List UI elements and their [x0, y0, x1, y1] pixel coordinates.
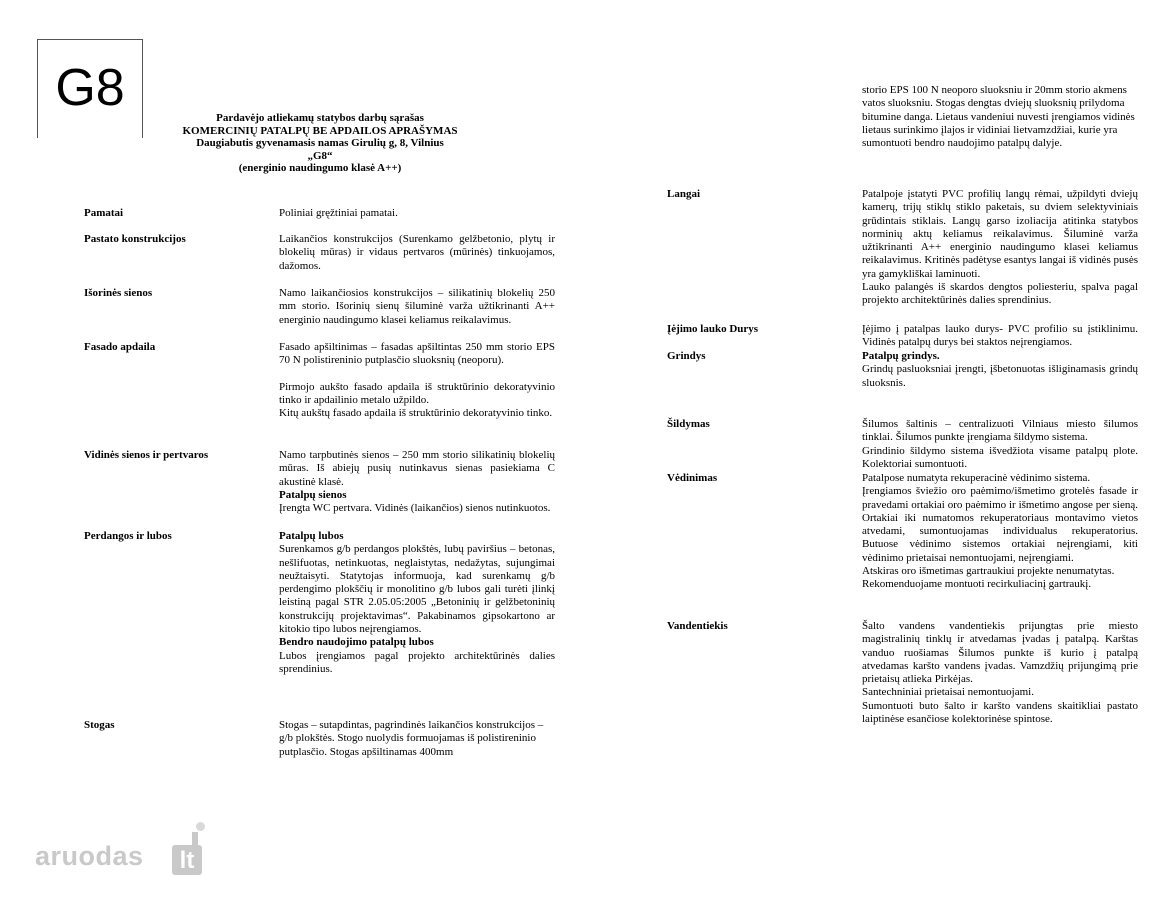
- paragraph: Pirmojo aukšto fasado apdaila iš struktūrinio dekoratyvinio tinko ir apdailinio metalo užpildo.: [279, 380, 555, 406]
- section-label-durys: Įėjimo lauko Durys: [667, 323, 759, 335]
- section-text-vandentiekis: [862, 620, 1138, 726]
- house-chimney-icon: [192, 832, 198, 846]
- title-line: Daugiabutis gyvenamasis namas Girulių g, 8, Vilnius: [196, 137, 444, 149]
- section-text-stogas: [279, 719, 555, 759]
- paragraph: Įrengiamos šviežio oro paėmimo/išmetimo grotelės fasade ir pravedami ortakiai oro paėmimo ir išmetimo angose per sieną. Ortakiai iki numatomos rekuperatoriaus montavimo vietos atvedami, sumontuojamas individualus rekuperatorius. Butuose vėdinimo sistemos ortakiai neįrengiami, kiti vėdinimo prietaisai nemontuojami, neįrengiami.: [862, 485, 1138, 564]
- document-title: [150, 112, 490, 175]
- paragraph: Kitų aukštų fasado apdaila iš struktūrinio dekoratyvinio tinko.: [279, 407, 553, 420]
- section-label-vedinimas: Vėdinimas: [667, 472, 718, 484]
- section-text-vedinimas: [862, 472, 1138, 592]
- paragraph: Namo tarpbutinės sienos – 250 mm storio silikatinių blokelių mūras. Iš abiejų pusių nutinkavus sienas pasiekiama C akustinė klasė.: [279, 449, 555, 488]
- paragraph: Patalpose numatyta rekuperacinė vėdinimo sistema.: [862, 472, 1091, 484]
- section-label-pamatai: Pamatai: [84, 207, 124, 219]
- section-text-durys: [862, 323, 1138, 350]
- section-label-konstrukcijos: Pastato konstrukcijos: [84, 233, 186, 245]
- paragraph: Sumontuoti buto šalto ir karšto vandens skaitikliai pastato laiptinėse esančiose kolektorinėse spintose.: [862, 699, 1138, 726]
- section-text-konstrukcijos: [279, 233, 555, 273]
- paragraph: storio EPS 100 N neoporo sluoksniu ir 20mm storio akmens vatos sluoksniu. Stogas dengtas dviejų sluoksnių prilydoma bitumine danga. Lietaus vandeniui nuvesti įrengiamos vidinės lietaus surinkimo įlajos ir vidiniai lietvamzdžiai, kurie yra sumontuoti bendro naudojimo patalpų dalyje.: [862, 84, 1135, 150]
- aruodas-lt-logo: lt: [172, 845, 202, 875]
- title-line: Pardavėjo atliekamų statybos darbų sąrašas: [216, 112, 424, 124]
- section-text-pamatai: [279, 207, 555, 220]
- section-label-vandentiekis: Vandentiekis: [667, 620, 728, 632]
- title-line: KOMERCINIŲ PATALPŲ BE APDAILOS APRAŠYMAS: [182, 124, 458, 137]
- title-line: „G8“: [307, 149, 333, 162]
- section-text-fasado: [279, 341, 555, 420]
- paragraph: Grindinio šildymo sistema išvedžiota visame patalpų plote. Kolektoriai sumontuoti.: [862, 444, 1138, 470]
- document-code: G8: [55, 59, 125, 117]
- paragraph: Laikančios konstrukcijos (Surenkamo gelžbetonio, plytų ir blokelių mūras) ir vidaus pertvaros (mūrinės) tinkuojamos, dažomos.: [279, 233, 555, 272]
- section-label-isorines: Išorinės sienos: [84, 287, 153, 299]
- subheading: Patalpų grindys.: [862, 350, 940, 362]
- box-gap: [143, 60, 146, 110]
- section-text-vidines: [279, 449, 555, 515]
- paragraph: Šalto vandens vandentiekis prijungtas prie miesto magistralinių tinklų ir atvedamas įvadas į patalpą. Karštas vanduo ruošiamas Šilumos punkte iš kurio į patalpą atvedamas karšto vandens įvadas. Vamzdžių prijungimą prie prietaisų atlieka Pirkėjas.: [862, 620, 1138, 686]
- smoke-icon: [196, 822, 205, 831]
- section-text-grindys: [862, 350, 1138, 390]
- aruodas-watermark: aruodas: [35, 841, 144, 871]
- section-label-vidines: Vidinės sienos ir pertvaros: [84, 449, 209, 461]
- section-label-fasado: Fasado apdaila: [84, 341, 156, 353]
- paragraph: Santechniniai prietaisai nemontuojami.: [862, 686, 1034, 699]
- section-label-sildymas: Šildymas: [667, 418, 710, 430]
- section-label-grindys: Grindys: [667, 350, 706, 362]
- title-line: (energinio naudingumo klasė A++): [238, 162, 402, 174]
- section-label-stogas: Stogas: [84, 719, 115, 731]
- paragraph: Rekomenduojame montuoti recirkuliacinį gartraukį.: [862, 578, 1092, 591]
- paragraph: Lubos įrengiamos pagal projekto architektūrinės dalies sprendinius.: [279, 649, 555, 675]
- paragraph: Lauko palangės iš skardos dengtos poliesteriu, spalva pagal projekto architektūrinės dalies sprendinius.: [862, 281, 1138, 307]
- subheading: Patalpų sienos: [279, 488, 347, 501]
- section-text-langai: [862, 188, 1138, 308]
- paragraph: Įrengta WC pertvara. Vidinės (laikančios) sienos nutinkuotos.: [279, 502, 551, 515]
- paragraph: Namo laikančiosios konstrukcijos – silikatinių blokelių 250 mm storio. Išorinių sienų šiluminė varža užtikrinanti A++ energinio naudingumo klasei keliamus reikalavimus.: [279, 287, 555, 326]
- paragraph: Stogas – sutapdintas, pagrindinės laikančios konstrukcijos – g/b plokštės. Stogo nuolydis formuojamas iš polistireninio putplasčio. Stogas apšiltinamas 400mm: [279, 719, 544, 758]
- paragraph: Atskiras oro išmetimas gartraukiui projekte nenumatytas.: [862, 565, 1115, 578]
- section-text-sildymas: [862, 418, 1138, 471]
- paragraph: Poliniai gręžtiniai pamatai.: [279, 207, 398, 219]
- paragraph: Šilumos šaltinis – centralizuoti Vilniaus miesto šilumos tinklai. Šilumos punkte įrengiama šildymo sistema.: [862, 418, 1138, 444]
- paragraph: Patalpoje įstatyti PVC profilių langų rėmai, užpildyti dviejų kamerų, trijų stiklų stiklo paketais, su dviem selektyviniais grūdintais stiklais. Langų garso izoliacija atitinka statybos norminių aktų keliamus reikalavimus. Šiluminė varža užtikrinanti A++ energinio naudingumo klasei keliamus reikalavimus. Kritinės padėtyse esantys langai iš vidinės pusės yra gamykliškai laminuoti.: [862, 188, 1138, 280]
- section-text-perdangos: [279, 530, 555, 676]
- section-label-perdangos: Perdangos ir lubos: [84, 530, 172, 542]
- paragraph: Grindų pasluoksniai įrengti, įšbetonuotas išliginamasis grindų sluoksnis.: [862, 363, 1138, 389]
- section-text-stogas-continued: [862, 84, 1138, 150]
- paragraph: Fasado apšiltinimas – fasadas apšiltintas 250 mm storio EPS 70 N polistireninio putplasčio sluoksnių (neoporu).: [279, 341, 555, 367]
- section-label-langai: Langai: [667, 188, 701, 200]
- section-text-isorines: [279, 287, 555, 327]
- paragraph: Surenkamos g/b perdangos plokštės, lubų paviršius – betonas, nešlifuotas, netinkuotas, neglaistytas, nedažytas, sujungimai neužtaisyti. Statytojas informuoja, kad surenkamų g/b perdengimo plokščių ir monolitino g/b lubos gali turėti įlinkį leistiną pagal STR 2.05.05:2005 „Betoninių ir gelžbetoninių konstrukcijų projektavimas“. Pakabinamos gipsokartono ar kitokio tipo lubos neįrengiamos.: [279, 543, 555, 636]
- subheading: Bendro naudojimo patalpų lubos: [279, 636, 434, 649]
- paragraph: Įėjimo į patalpas lauko durys- PVC profilio su įstiklinimu. Vidinės patalpų durys bei staktos neįrengiamos.: [862, 323, 1138, 349]
- subheading: Patalpų lubos: [279, 530, 344, 542]
